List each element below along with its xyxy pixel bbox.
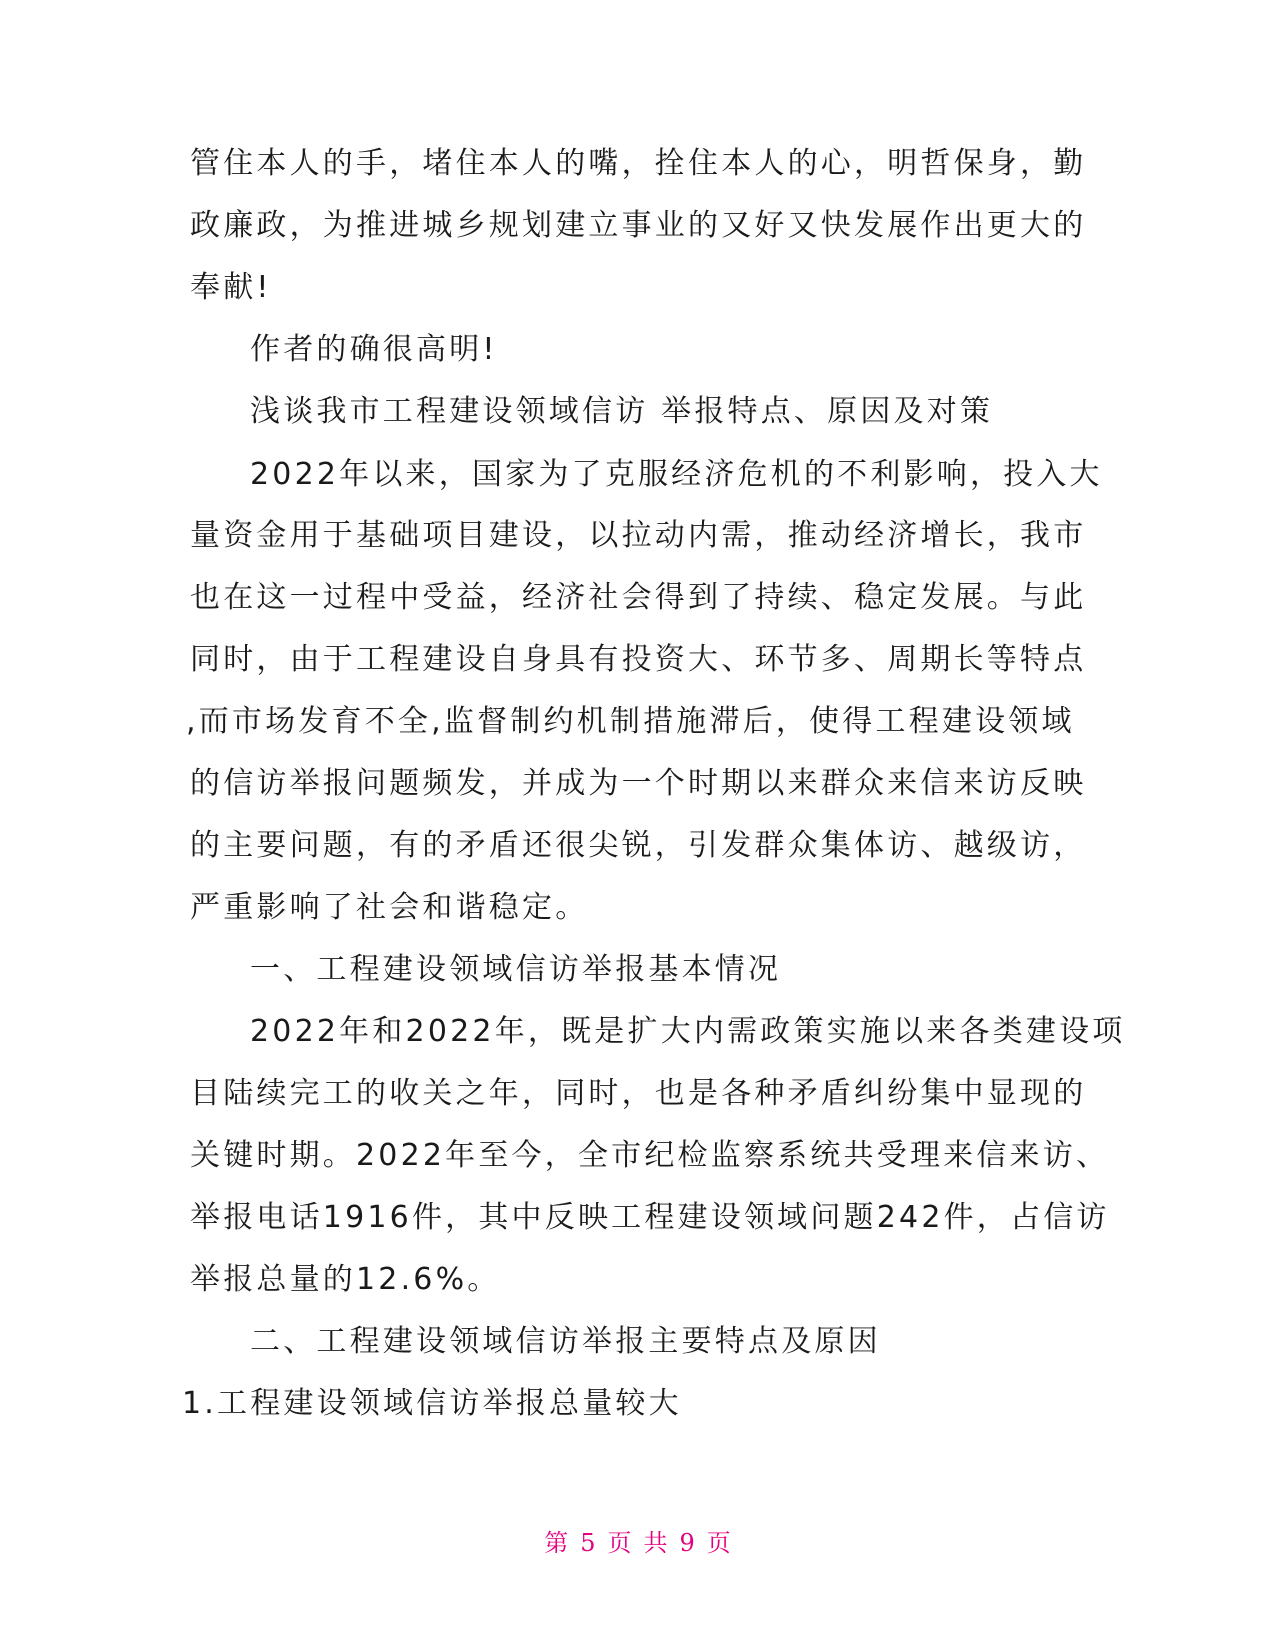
body-line: 奉献! <box>190 270 272 305</box>
body-line: 作者的确很高明! <box>250 332 498 367</box>
body-line: 也在这一过程中受益，经济社会得到了持续、稳定发展。与此 <box>190 580 1087 615</box>
article-title: 浅谈我市工程建设领域信访 举报特点、原因及对策 <box>250 394 994 429</box>
section-heading: 二、工程建设领域信访举报主要特点及原因 <box>250 1324 881 1359</box>
body-line: 2022年和2022年，既是扩大内需政策实施以来各类建设项 <box>250 1014 1126 1049</box>
subsection-heading: 1.工程建设领域信访举报总量较大 <box>182 1386 682 1421</box>
body-line: 同时，由于工程建设自身具有投资大、环节多、周期长等特点 <box>190 642 1087 677</box>
body-line: 严重影响了社会和谐稳定。 <box>190 890 589 925</box>
body-line: 政廉政，为推进城乡规划建立事业的又好又快发展作出更大的 <box>190 208 1087 243</box>
body-line: 的主要问题，有的矛盾还很尖锐，引发群众集体访、越级访， <box>190 828 1087 863</box>
body-line: 目陆续完工的收关之年，同时，也是各种矛盾纠纷集中显现的 <box>190 1076 1087 1111</box>
body-line: 2022年以来，国家为了克服经济危机的不利影响，投入大 <box>250 457 1103 492</box>
section-heading: 一、工程建设领域信访举报基本情况 <box>250 952 782 987</box>
body-line: 量资金用于基础项目建设，以拉动内需，推动经济增长，我市 <box>190 518 1087 553</box>
body-line: 举报总量的12.6%。 <box>190 1262 501 1297</box>
footer-suffix: 页 <box>706 1529 731 1557</box>
body-line: 举报电话1916件，其中反映工程建设领域问题242件，占信访 <box>190 1200 1110 1235</box>
body-line: 管住本人的手，堵住本人的嘴，拴住本人的心，明哲保身，勤 <box>190 146 1087 181</box>
footer-page-word: 页 <box>607 1529 632 1557</box>
page-footer <box>0 1528 1275 1558</box>
footer-total-pages: 9 <box>679 1529 695 1557</box>
body-line: 的信访举报问题频发，并成为一个时期以来群众来信来访反映 <box>190 766 1087 801</box>
footer-prefix: 第 <box>544 1529 569 1557</box>
footer-current-page: 5 <box>580 1529 596 1557</box>
footer-total-word: 共 <box>643 1529 668 1557</box>
body-line: 关键时期。2022年至今，全市纪检监察系统共受理来信来访、 <box>190 1138 1110 1173</box>
body-line: ,而市场发育不全,监督制约机制措施滞后，使得工程建设领域 <box>186 704 1075 739</box>
